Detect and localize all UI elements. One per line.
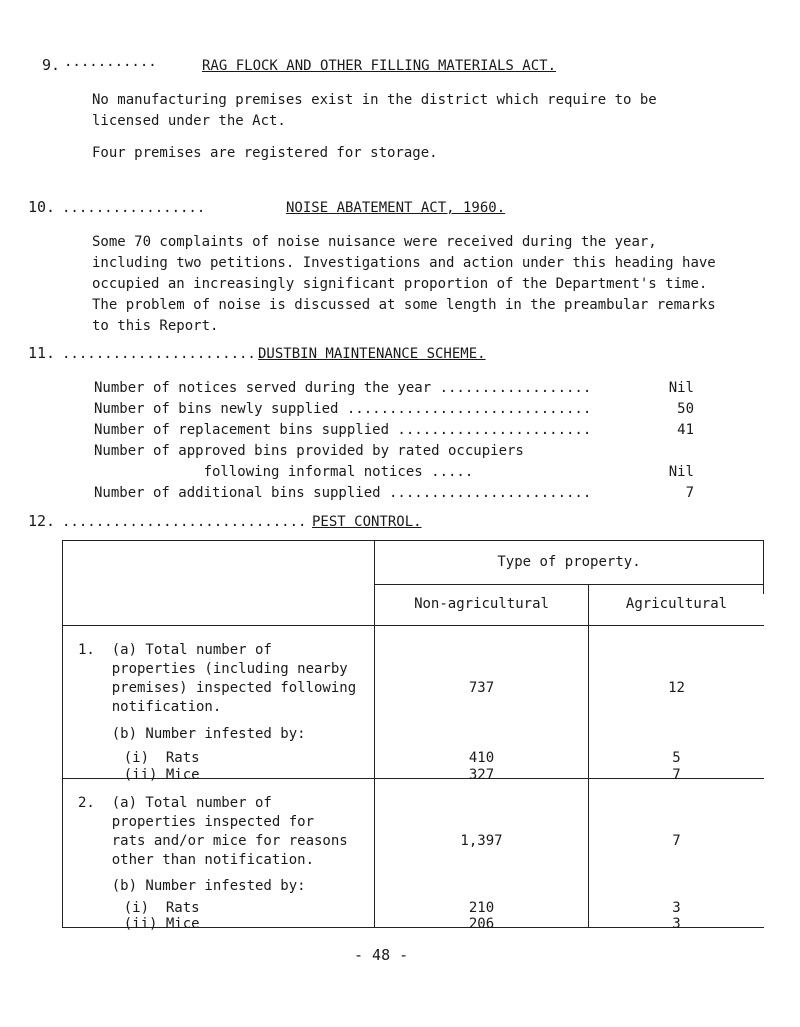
leader-dots: ................. [62, 200, 206, 216]
group-header: Type of property. [497, 554, 641, 570]
leader-dots: ......................... [62, 346, 273, 362]
table-cell: 7 [672, 767, 681, 783]
row-label: (i) Rats [90, 900, 200, 916]
paragraph: Four premises are registered for storage. [92, 145, 438, 161]
row-label: (b) Number infested by: [78, 726, 306, 742]
table-cell: 7 [672, 833, 681, 849]
table-cell: 3 [672, 900, 681, 916]
table-cell: 327 [468, 767, 495, 783]
table-cell: 410 [468, 750, 495, 766]
section-heading: RAG FLOCK AND OTHER FILLING MATERIALS ACT. [202, 58, 557, 74]
row-label: notification. [78, 699, 222, 715]
row-label: (b) Number infested by: [78, 878, 306, 894]
pest-control-table [62, 540, 764, 932]
header-divider [374, 584, 764, 585]
table-cell: 210 [468, 900, 495, 916]
header-divider [62, 625, 764, 626]
section-number: 12. [28, 512, 56, 530]
paragraph: No manufacturing premises exist in the district which require to be licensed under the Act. [92, 92, 657, 129]
item-value: Nil [668, 380, 694, 396]
section-number: 9. [42, 56, 61, 74]
item-label: Number of bins newly supplied ............................. [94, 401, 592, 417]
section-heading: PEST CONTROL. [312, 514, 422, 530]
item-value: Nil [668, 464, 694, 480]
row-label: (i) Rats [90, 750, 200, 766]
item-label: Number of additional bins supplied ........................ [94, 485, 592, 501]
item-value: 7 [685, 485, 694, 501]
table-cell: 206 [468, 916, 495, 932]
table-cell: 5 [672, 750, 681, 766]
section-heading: DUSTBIN MAINTENANCE SCHEME. [258, 346, 486, 362]
leader-dots: ............................. [62, 514, 307, 530]
row-label: 1. (a) Total number of [78, 642, 272, 658]
section-heading: NOISE ABATEMENT ACT, 1960. [286, 200, 506, 216]
table-cell: 3 [672, 916, 681, 932]
table-cell: 1,397 [460, 833, 503, 849]
row-label: (ii) Mice [90, 916, 200, 932]
item-label: Number of replacement bins supplied ....................... [94, 422, 592, 438]
row-label: (ii) Mice [90, 767, 200, 783]
row-label: 2. (a) Total number of [78, 795, 272, 811]
section-number: 10. [28, 198, 56, 216]
table-cell: 737 [468, 680, 495, 696]
row-label: properties inspected for [78, 814, 315, 830]
table-cell: 12 [668, 680, 685, 696]
section-number: 11. [28, 344, 56, 362]
table-border-right [763, 540, 764, 594]
table-border-top [62, 540, 764, 541]
row-label: premises) inspected following [78, 680, 357, 696]
leader-dots: ··········· [64, 58, 157, 74]
table-border-left [62, 540, 63, 928]
item-value: 41 [677, 422, 694, 438]
item-label: Number of notices served during the year .................. [94, 380, 592, 396]
row-label: properties (including nearby [78, 661, 348, 677]
item-label: following informal notices ..... [94, 464, 474, 480]
column-header-non-agricultural: Non-agricultural [414, 596, 549, 612]
item-value: 50 [677, 401, 694, 417]
row-label: other than notification. [78, 852, 315, 868]
page-number: - 48 - [354, 946, 409, 964]
column-header-agricultural: Agricultural [625, 596, 728, 612]
paragraph: Some 70 complaints of noise nuisance were received during the year, including two petitions. Investigations and action under this heading have occupied an increasingly significant proportion of the Department's time. The problem of noise is discussed at some length in the preambular remarks to this Report. [92, 234, 716, 334]
row-label: rats and/or mice for reasons [78, 833, 348, 849]
item-label: Number of approved bins provided by rated occupiers [94, 443, 524, 459]
